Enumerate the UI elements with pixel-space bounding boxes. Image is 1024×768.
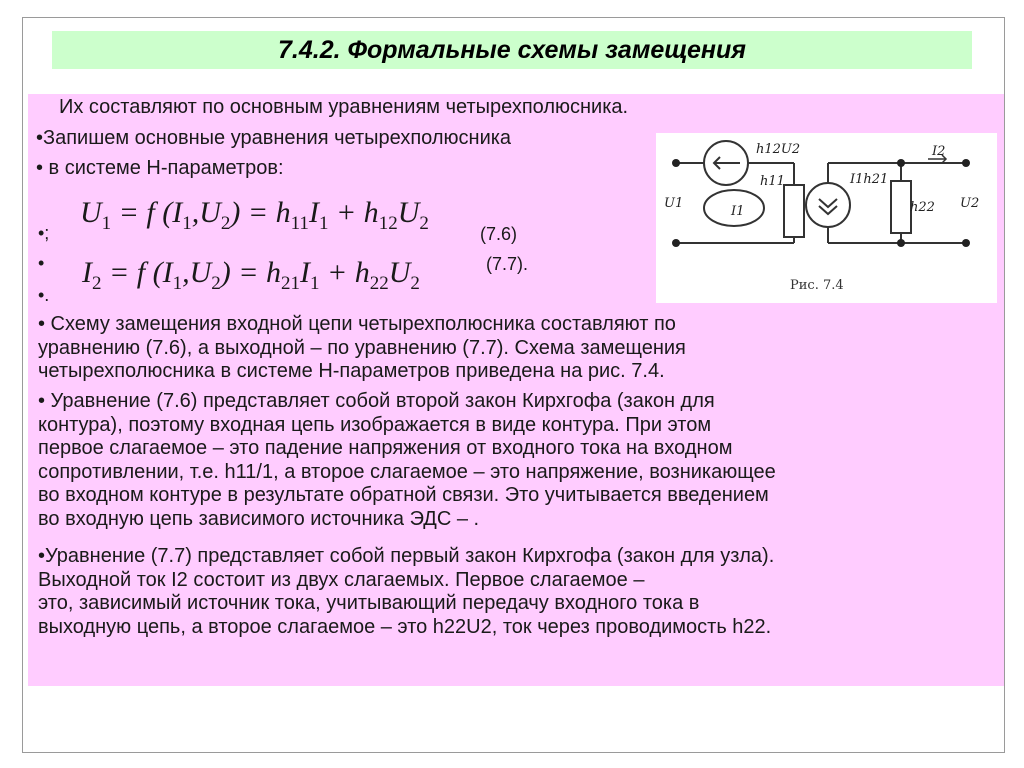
equation-number-7-7: (7.7).: [486, 254, 529, 274]
paragraph-line: • Уравнение (7.6) представляет собой второй закон Кирхгофа (закон для: [38, 390, 715, 412]
paragraph-line: контура), поэтому входная цепь изображается в виде контура. При этом: [38, 413, 712, 436]
paragraph-line: уравнению (7.6), а выходной – по уравнению (7.7). Схема замещения: [38, 336, 686, 359]
paragraph-line: • Схему замещения входной цепи четырехполюсника составляют по: [38, 313, 676, 335]
paragraph-line: первое слагаемое – это падение напряжения от входного тока на входном: [38, 437, 733, 459]
bullet-equations-intro: •Запишем основные уравнения четырехполюсника: [36, 127, 512, 149]
label-h11: h11: [760, 174, 785, 189]
small-bullet-1: •;: [38, 223, 50, 243]
paragraph-substitution-scheme: [38, 313, 998, 384]
label-U1: U1: [664, 196, 684, 211]
label-h22: h22: [910, 200, 935, 215]
small-bullet-3: •.: [38, 285, 50, 305]
figure-caption: Рис. 7.4: [790, 278, 844, 293]
paragraph-line: во входном контуре в результате обратной связи. Это учитывается введением: [38, 484, 769, 506]
title-bar: [52, 31, 972, 69]
paragraph-kirchhoff-first: [38, 545, 998, 639]
equation-7-7: $I_2 = f$ $(I_1,U_2) = h_{21}I_1 + h_{22}U_2$: [82, 256, 420, 294]
equation-number-7-6: (7.6): [480, 224, 518, 244]
paragraph-line: это, зависимый источник тока, учитывающий передачу входного тока в: [38, 592, 700, 614]
label-U2: U2: [960, 196, 980, 211]
intro-text: Их составляют по основным уравнениям четырехполюсника.: [59, 96, 629, 118]
label-h12U2: h12U2: [756, 142, 801, 157]
paragraph-kirchhoff-second: [38, 390, 998, 531]
paragraph-line: Выходной ток I2 состоит из двух слагаемых. Первое слагаемое –: [38, 568, 645, 591]
label-I1h21: I1h21: [850, 172, 889, 187]
equation-7-6: $U_1 = f$ $(I_1,U_2) = h_{11}I_1 + h_{12}U_2$: [80, 196, 429, 234]
label-I2: I2: [932, 144, 946, 159]
slide-title: 7.4.2. Формальные схемы замещения: [278, 36, 746, 64]
paragraph-line: четырехполюсника в системе H-параметров приведена на рис. 7.4.: [38, 360, 665, 382]
bullet-h-params: • в системе H-параметров:: [36, 157, 284, 179]
label-I1: I1: [731, 204, 745, 219]
paragraph-line: во входную цепь зависимого источника ЭДС – .: [38, 507, 480, 530]
paragraph-line: •Уравнение (7.7) представляет собой первый закон Кирхгофа (закон для узла).: [38, 545, 775, 567]
paragraph-line: выходную цепь, а второе слагаемое – это h22U2, ток через проводимость h22.: [38, 615, 772, 638]
small-bullet-2: •: [38, 253, 45, 273]
paragraph-line: сопротивлении, т.е. h11/1, а второе слагаемое – это напряжение, возникающее: [38, 460, 776, 483]
